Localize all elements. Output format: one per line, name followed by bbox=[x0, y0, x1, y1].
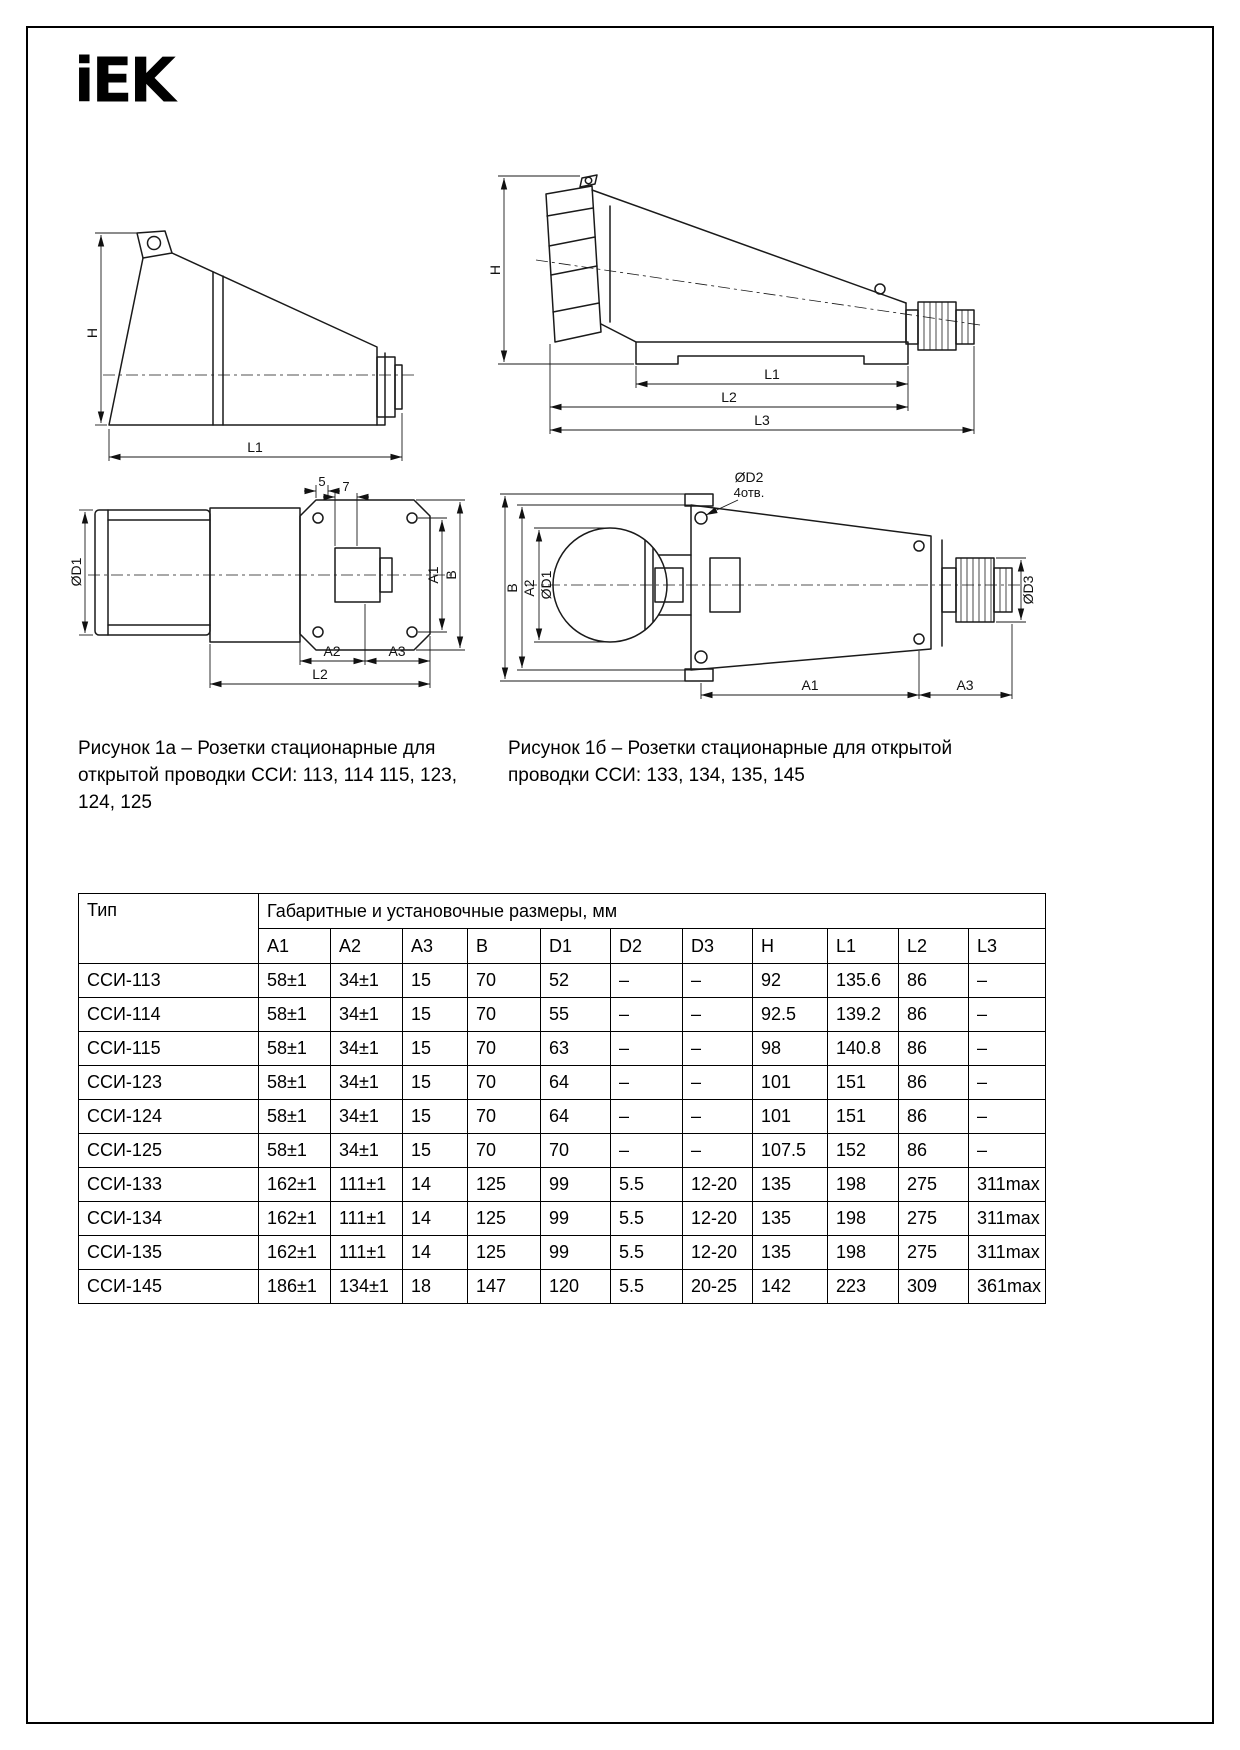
iek-logo: iEK bbox=[74, 45, 174, 117]
svg-text:H: H bbox=[84, 327, 100, 339]
cell-value: 15 bbox=[403, 1100, 468, 1134]
dim-1b-A3 bbox=[919, 624, 1012, 699]
svg-text:B: B bbox=[504, 583, 520, 593]
cell-value: 311max bbox=[969, 1168, 1046, 1202]
cell-value: 34±1 bbox=[331, 1100, 403, 1134]
cell-value: – bbox=[969, 998, 1046, 1032]
drawing-fig1a-top-view bbox=[70, 475, 465, 710]
cell-value: 135.6 bbox=[828, 964, 899, 998]
cell-value: – bbox=[683, 964, 753, 998]
cell-value: 125 bbox=[468, 1168, 541, 1202]
svg-text:ØD1: ØD1 bbox=[68, 557, 84, 587]
cell-value: 101 bbox=[753, 1066, 828, 1100]
cell-value: – bbox=[611, 1066, 683, 1100]
column-header-h: H bbox=[753, 929, 828, 964]
cell-value: 139.2 bbox=[828, 998, 899, 1032]
socket-1b-side-outline bbox=[546, 175, 974, 364]
column-header-b: B bbox=[468, 929, 541, 964]
svg-text:H: H bbox=[487, 264, 503, 276]
svg-text:L2: L2 bbox=[312, 666, 328, 682]
cell-value: 151 bbox=[828, 1100, 899, 1134]
cell-value: 111±1 bbox=[331, 1168, 403, 1202]
cell-value: 12-20 bbox=[683, 1202, 753, 1236]
spec-table-body bbox=[79, 964, 1046, 1304]
svg-text:L2: L2 bbox=[721, 389, 737, 405]
cell-value: 101 bbox=[753, 1100, 828, 1134]
cell-value: 162±1 bbox=[259, 1236, 331, 1270]
cell-value: 147 bbox=[468, 1270, 541, 1304]
table-row bbox=[79, 1134, 1046, 1168]
cell-value: 142 bbox=[753, 1270, 828, 1304]
cell-value: 186±1 bbox=[259, 1270, 331, 1304]
cell-value: 14 bbox=[403, 1202, 468, 1236]
cell-value: – bbox=[611, 1100, 683, 1134]
table-row bbox=[79, 1032, 1046, 1066]
cell-value: – bbox=[611, 964, 683, 998]
cell-value: 14 bbox=[403, 1236, 468, 1270]
column-header-d2: D2 bbox=[611, 929, 683, 964]
cell-value: 34±1 bbox=[331, 998, 403, 1032]
column-header-a2: A2 bbox=[331, 929, 403, 964]
cell-value: 125 bbox=[468, 1236, 541, 1270]
cell-value: 34±1 bbox=[331, 964, 403, 998]
table-row bbox=[79, 1270, 1046, 1304]
cell-value: 311max bbox=[969, 1202, 1046, 1236]
column-header-l2: L2 bbox=[899, 929, 969, 964]
cell-value: 198 bbox=[828, 1202, 899, 1236]
cell-value: 275 bbox=[899, 1168, 969, 1202]
table-row bbox=[79, 998, 1046, 1032]
cell-value: 34±1 bbox=[331, 1134, 403, 1168]
cell-value: – bbox=[683, 1066, 753, 1100]
cell-value: 70 bbox=[468, 998, 541, 1032]
cell-value: 15 bbox=[403, 1032, 468, 1066]
drawing-fig1b-top-view bbox=[495, 470, 1040, 710]
socket-1b-top-outline bbox=[553, 494, 1012, 681]
svg-text:A2: A2 bbox=[323, 643, 341, 659]
cell-value: 52 bbox=[541, 964, 611, 998]
cell-value: 12-20 bbox=[683, 1236, 753, 1270]
column-header-d3: D3 bbox=[683, 929, 753, 964]
cell-value: 34±1 bbox=[331, 1032, 403, 1066]
cell-value: 5.5 bbox=[611, 1236, 683, 1270]
cell-value: 5.5 bbox=[611, 1202, 683, 1236]
table-row bbox=[79, 1066, 1046, 1100]
cell-value: 134±1 bbox=[331, 1270, 403, 1304]
cell-value: – bbox=[683, 1032, 753, 1066]
cell-value: 58±1 bbox=[259, 1032, 331, 1066]
cell-value: 111±1 bbox=[331, 1236, 403, 1270]
figure-1a-caption: Рисунок 1а – Розетки стационарные для открытой проводки ССИ: 113, 114 115, 123, 124, 125 bbox=[78, 738, 457, 813]
dim-1a-A2 bbox=[300, 604, 365, 665]
cell-value: 5.5 bbox=[611, 1270, 683, 1304]
dim-1b-A1 bbox=[701, 651, 919, 699]
cell-value: 135 bbox=[753, 1236, 828, 1270]
cell-value: – bbox=[611, 998, 683, 1032]
cell-value: 92 bbox=[753, 964, 828, 998]
cell-value: 58±1 bbox=[259, 1134, 331, 1168]
table-row bbox=[79, 964, 1046, 998]
gland-hatch-1b-side bbox=[924, 302, 968, 350]
svg-text:7: 7 bbox=[342, 479, 350, 494]
cell-value: 151 bbox=[828, 1066, 899, 1100]
cell-value: 107.5 bbox=[753, 1134, 828, 1168]
cell-value: 58±1 bbox=[259, 1066, 331, 1100]
svg-text:A1: A1 bbox=[425, 566, 441, 584]
cell-value: 275 bbox=[899, 1202, 969, 1236]
cell-value: 140.8 bbox=[828, 1032, 899, 1066]
svg-text:A3: A3 bbox=[956, 677, 974, 693]
cell-value: 58±1 bbox=[259, 1100, 331, 1134]
cell-value: 34±1 bbox=[331, 1066, 403, 1100]
cell-value: 92.5 bbox=[753, 998, 828, 1032]
cell-value: 111±1 bbox=[331, 1202, 403, 1236]
cell-value: 70 bbox=[468, 1100, 541, 1134]
cell-value: 99 bbox=[541, 1236, 611, 1270]
cell-value: 361max bbox=[969, 1270, 1046, 1304]
svg-text:ØD1: ØD1 bbox=[538, 570, 554, 600]
cell-value: 70 bbox=[541, 1134, 611, 1168]
cell-type: ССИ-114 bbox=[79, 998, 259, 1032]
cell-value: 86 bbox=[899, 1032, 969, 1066]
svg-text:4отв.: 4отв. bbox=[733, 485, 765, 500]
dim-1b-L1 bbox=[636, 366, 908, 388]
cell-value: 58±1 bbox=[259, 998, 331, 1032]
group-header-row bbox=[79, 894, 1046, 929]
column-header-d1: D1 bbox=[541, 929, 611, 964]
cell-value: – bbox=[969, 964, 1046, 998]
cell-value: 15 bbox=[403, 964, 468, 998]
dim-1b-H bbox=[487, 176, 634, 364]
cell-type: ССИ-125 bbox=[79, 1134, 259, 1168]
cell-type: ССИ-113 bbox=[79, 964, 259, 998]
cell-type: ССИ-123 bbox=[79, 1066, 259, 1100]
dim-1b-L2 bbox=[550, 344, 908, 411]
cell-value: – bbox=[611, 1134, 683, 1168]
svg-text:A3: A3 bbox=[388, 643, 406, 659]
svg-text:A1: A1 bbox=[801, 677, 819, 693]
socket-1a-side-outline bbox=[109, 231, 402, 425]
cell-value: 152 bbox=[828, 1134, 899, 1168]
table-row bbox=[79, 1100, 1046, 1134]
cell-value: 162±1 bbox=[259, 1202, 331, 1236]
cell-value: 98 bbox=[753, 1032, 828, 1066]
drawing-fig1b-side-view bbox=[488, 172, 988, 447]
cell-value: 86 bbox=[899, 1066, 969, 1100]
cell-type: ССИ-115 bbox=[79, 1032, 259, 1066]
cell-value: 18 bbox=[403, 1270, 468, 1304]
cell-value: 120 bbox=[541, 1270, 611, 1304]
drawing-fig1a-side-view bbox=[85, 225, 425, 477]
cell-value: 99 bbox=[541, 1168, 611, 1202]
cell-value: 55 bbox=[541, 998, 611, 1032]
cell-value: 70 bbox=[468, 1032, 541, 1066]
table-row bbox=[79, 1202, 1046, 1236]
cell-value: 311max bbox=[969, 1236, 1046, 1270]
cell-value: 198 bbox=[828, 1168, 899, 1202]
centerline-1b-side bbox=[536, 260, 980, 325]
svg-text:ØD3: ØD3 bbox=[1020, 575, 1036, 605]
column-header-l3: L3 bbox=[969, 929, 1046, 964]
cell-value: – bbox=[683, 1134, 753, 1168]
cell-value: – bbox=[611, 1032, 683, 1066]
cell-value: – bbox=[683, 1100, 753, 1134]
cell-value: 20-25 bbox=[683, 1270, 753, 1304]
cell-value: – bbox=[969, 1032, 1046, 1066]
cell-value: 275 bbox=[899, 1236, 969, 1270]
cell-value: – bbox=[969, 1100, 1046, 1134]
svg-text:L1: L1 bbox=[764, 366, 780, 382]
cell-value: 70 bbox=[468, 1066, 541, 1100]
cell-value: 64 bbox=[541, 1066, 611, 1100]
cell-value: 70 bbox=[468, 964, 541, 998]
figure-1b-caption: Рисунок 1б – Розетки стационарные для открытой проводки ССИ: 133, 134, 135, 145 bbox=[508, 738, 953, 786]
cell-value: 86 bbox=[899, 964, 969, 998]
cell-type: ССИ-135 bbox=[79, 1236, 259, 1270]
cell-value: 64 bbox=[541, 1100, 611, 1134]
dim-1a-L1 bbox=[109, 413, 402, 461]
svg-text:B: B bbox=[443, 570, 459, 580]
cell-value: – bbox=[969, 1066, 1046, 1100]
cell-type: ССИ-124 bbox=[79, 1100, 259, 1134]
column-header-a1: A1 bbox=[259, 929, 331, 964]
svg-text:L3: L3 bbox=[754, 412, 770, 428]
cell-value: 14 bbox=[403, 1168, 468, 1202]
svg-text:L1: L1 bbox=[247, 439, 263, 455]
svg-text:ØD2: ØD2 bbox=[734, 469, 764, 485]
cell-value: 223 bbox=[828, 1270, 899, 1304]
cell-value: 70 bbox=[468, 1134, 541, 1168]
cell-value: 58±1 bbox=[259, 964, 331, 998]
dim-1a-7 bbox=[323, 479, 369, 546]
cell-value: 86 bbox=[899, 1100, 969, 1134]
table-row bbox=[79, 1236, 1046, 1270]
type-column-header: Тип bbox=[79, 894, 259, 964]
cell-value: 12-20 bbox=[683, 1168, 753, 1202]
cell-value: 5.5 bbox=[611, 1168, 683, 1202]
svg-text:5: 5 bbox=[318, 474, 326, 489]
cell-value: – bbox=[683, 998, 753, 1032]
svg-text:A2: A2 bbox=[521, 579, 537, 597]
column-header-a3: A3 bbox=[403, 929, 468, 964]
cell-value: 198 bbox=[828, 1236, 899, 1270]
cell-value: 15 bbox=[403, 1066, 468, 1100]
column-header-l1: L1 bbox=[828, 929, 899, 964]
cell-value: 135 bbox=[753, 1168, 828, 1202]
cell-type: ССИ-145 bbox=[79, 1270, 259, 1304]
cell-value: 15 bbox=[403, 998, 468, 1032]
cell-value: – bbox=[969, 1134, 1046, 1168]
cell-value: 135 bbox=[753, 1202, 828, 1236]
group-header-cell: Габаритные и установочные размеры, мм bbox=[259, 894, 1046, 929]
dim-1b-L3 bbox=[550, 346, 974, 434]
cell-value: 86 bbox=[899, 998, 969, 1032]
cell-value: 86 bbox=[899, 1134, 969, 1168]
table-row bbox=[79, 1168, 1046, 1202]
dim-1a-D1 bbox=[68, 510, 93, 635]
cell-value: 162±1 bbox=[259, 1168, 331, 1202]
cell-value: 63 bbox=[541, 1032, 611, 1066]
cell-type: ССИ-134 bbox=[79, 1202, 259, 1236]
cell-value: 309 bbox=[899, 1270, 969, 1304]
cell-type: ССИ-133 bbox=[79, 1168, 259, 1202]
cell-value: 15 bbox=[403, 1134, 468, 1168]
cell-value: 125 bbox=[468, 1202, 541, 1236]
cell-value: 99 bbox=[541, 1202, 611, 1236]
dimensions-table bbox=[78, 893, 1046, 1304]
